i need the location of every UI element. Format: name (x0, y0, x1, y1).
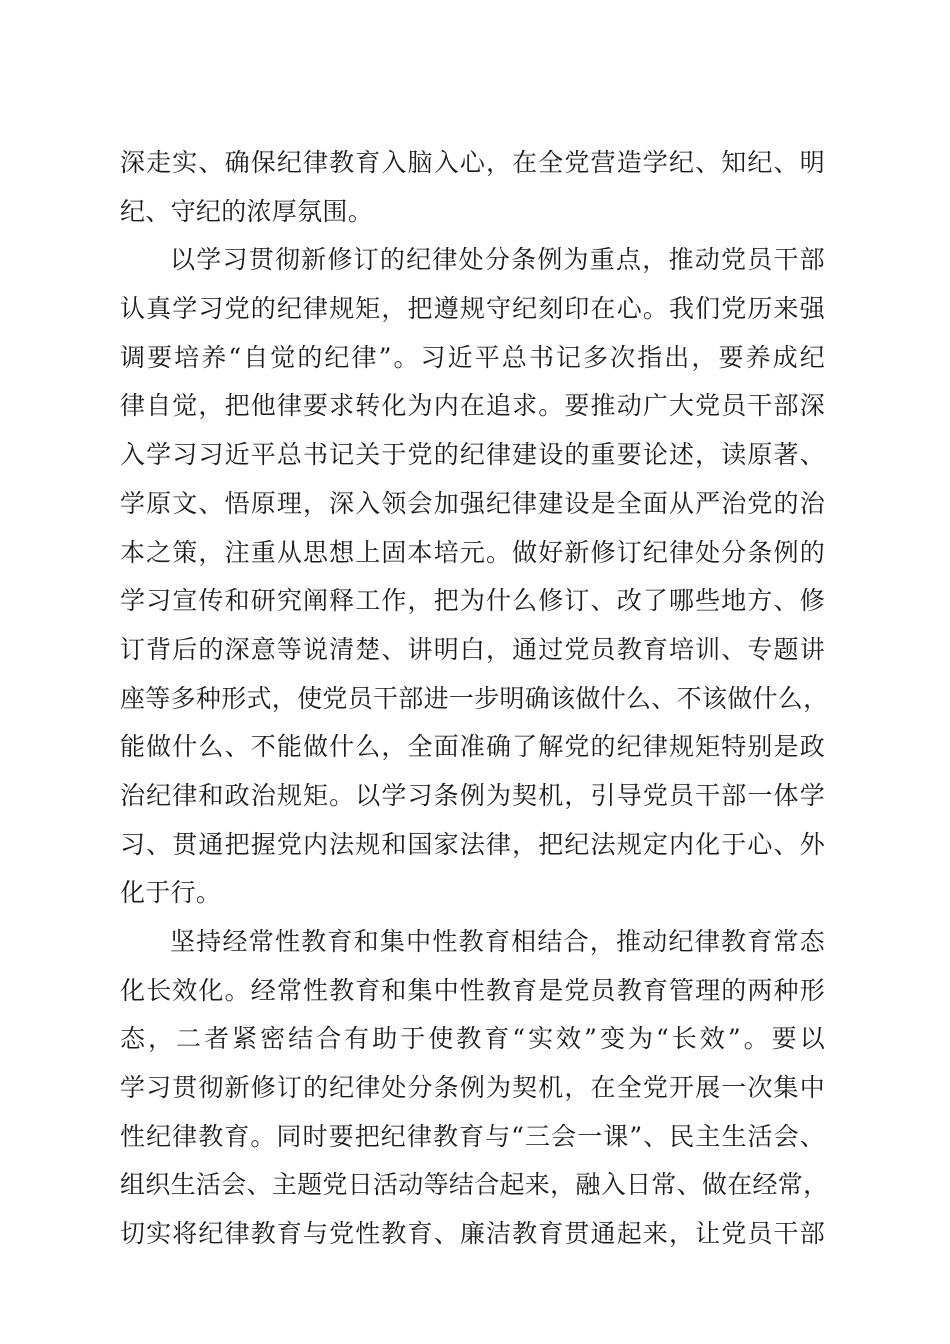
text-line: 学原文、悟原理，深入领会加强纪律建设是全面从严治党的治 (120, 488, 825, 518)
text-line: 纪、守纪的浓厚氛围。 (120, 196, 374, 226)
document-body (120, 139, 829, 1259)
text-line: 组织生活会、主题党日活动等结合起来，融入日常、做在经常， (120, 1170, 829, 1200)
text-line: 座等多种形式，使党员干部进一步明确该做什么、不该做什么， (120, 683, 829, 713)
text-line: 订背后的深意等说清楚、讲明白，通过党员教育培训、专题讲 (120, 634, 825, 664)
text-line: 习、贯通把握党内法规和国家法律，把纪法规定内化于心、外 (120, 829, 825, 859)
text-line: 深走实、确保纪律教育入脑入心，在全党营造学纪、知纪、明 (120, 148, 825, 177)
text-line: 认真学习党的纪律规矩，把遵规守纪刻印在心。我们党历来强 (120, 294, 825, 324)
text-line: 学习宣传和研究阐释工作，把为什么修订、改了哪些地方、修 (120, 586, 825, 616)
text-line: 切实将纪律教育与党性教育、廉洁教育贯通起来，让党员干部 (120, 1219, 825, 1249)
paragraph-first-line: 以学习贯彻新修订的纪律处分条例为重点，推动党员干部 (170, 245, 825, 275)
text-line: 能做什么、不能做什么，全面准确了解党的纪律规矩特别是政 (120, 732, 825, 762)
paragraph-first-line: 坚持经常性教育和集中性教育相结合，推动纪律教育常态 (170, 927, 825, 956)
text-line: 学习贯彻新修订的纪律处分条例为契机，在全党开展一次集中 (120, 1073, 825, 1103)
text-line: 化长效化。经常性教育和集中性教育是党员教育管理的两种形 (120, 975, 825, 1005)
text-line: 态，二者紧密结合有助于使教育“实效”变为“长效”。要以 (120, 1024, 825, 1054)
text-line: 入学习习近平总书记关于党的纪律建设的重要论述，读原著、 (120, 440, 825, 470)
text-line: 性纪律教育。同时要把纪律教育与“三会一课”、民主生活会、 (120, 1121, 825, 1151)
text-line: 调要培养“自觉的纪律”。习近平总书记多次指出，要养成纪 (120, 342, 825, 372)
text-line: 律自觉，把他律要求转化为内在追求。要推动广大党员干部深 (120, 391, 825, 421)
text-line: 本之策，注重从思想上固本培元。做好新修订纪律处分条例的 (120, 537, 825, 567)
text-line: 化于行。 (120, 878, 222, 908)
text-line: 治纪律和政治规矩。以学习条例为契机，引导党员干部一体学 (120, 780, 825, 810)
